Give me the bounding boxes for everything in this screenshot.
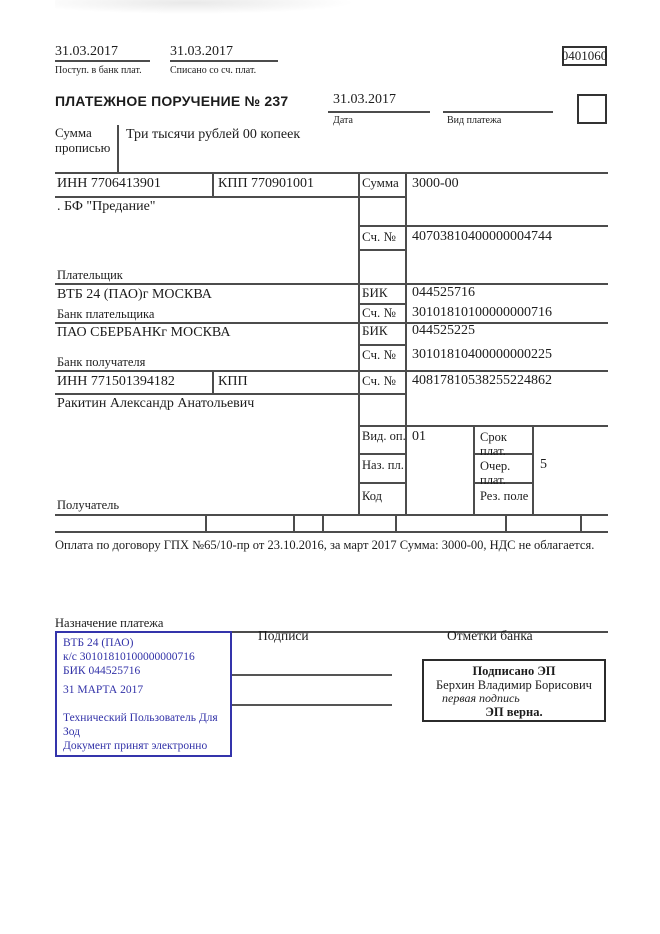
beneficiary-bank-name: ПАО СБЕРБАНКг МОСКВА bbox=[57, 325, 231, 340]
budget-strip-tick bbox=[580, 514, 582, 531]
beneficiary-bank-bik-label: БИК bbox=[362, 323, 388, 338]
budget-strip-tick bbox=[395, 514, 397, 531]
bank-stamp bbox=[55, 631, 232, 757]
sum-value: 3000-00 bbox=[412, 176, 459, 191]
form-code-box bbox=[562, 46, 607, 66]
payer-label: Плательщик bbox=[57, 268, 123, 282]
payer-bank-name: ВТБ 24 (ПАО)г МОСКВА bbox=[57, 287, 212, 302]
budget-strip-bottom-line bbox=[55, 531, 608, 533]
payer-bank-bik-label: БИК bbox=[362, 285, 388, 300]
debited-label: Списано со сч. плат. bbox=[170, 65, 257, 76]
beneficiary-bank-section-line bbox=[55, 370, 608, 372]
op-row-line-1a bbox=[358, 453, 405, 455]
beneficiary-kpp-label: КПП bbox=[218, 374, 248, 389]
signer-name: Берхин Владимир Борисович bbox=[436, 678, 592, 692]
debited-date-underline bbox=[170, 60, 278, 62]
inn-kpp-divider bbox=[212, 172, 214, 196]
beneficiary-bank-label: Банк получателя bbox=[57, 355, 146, 369]
debited-date: 31.03.2017 bbox=[170, 44, 233, 59]
received-in-bank-label: Поступ. в банк плат. bbox=[55, 65, 142, 76]
beneficiary-label: Получатель bbox=[57, 498, 120, 512]
purpose-text: Оплата по договору ГПХ №65/10-пр от 23.10.2016, за март 2017 Сумма: 3000-00, НДС не облагается. bbox=[55, 538, 595, 552]
beneficiary-inn: ИНН 771501394182 bbox=[57, 374, 175, 389]
purpose-code-label: Наз. пл. bbox=[362, 458, 404, 472]
beneficiary-inn-kpp-divider bbox=[212, 370, 214, 393]
bank-marks-box bbox=[422, 659, 606, 722]
main-divider-right bbox=[405, 172, 407, 514]
signed-ep-title: Подписано ЭП bbox=[472, 664, 556, 678]
bank-marks-label: Отметки банка bbox=[447, 628, 533, 643]
bik-label-line-2 bbox=[358, 344, 405, 346]
sum-label: Сумма bbox=[362, 175, 399, 190]
electronic-type-box bbox=[577, 94, 607, 124]
payment-type-underline bbox=[443, 111, 553, 113]
payer-bank-bik: 044525716 bbox=[412, 285, 475, 300]
form-code: 0401060 bbox=[561, 48, 608, 63]
signature-line-2 bbox=[232, 704, 392, 706]
payer-bank-account: 30101810100000000716 bbox=[412, 305, 552, 320]
stamp-date: 31 МАРТА 2017 bbox=[63, 684, 144, 697]
payer-bank-account-label: Сч. № bbox=[362, 305, 396, 320]
op-grid-top-line bbox=[358, 425, 608, 427]
amount-words-value: Три тысячи рублей 00 копеек bbox=[126, 127, 301, 142]
budget-strip-tick bbox=[293, 514, 295, 531]
date-underline bbox=[328, 111, 430, 113]
op-grid-divider-1 bbox=[473, 425, 475, 514]
op-type-label: Вид. оп. bbox=[362, 429, 406, 443]
beneficiary-bank-bik: 044525225 bbox=[412, 323, 475, 338]
op-row-line-2a bbox=[358, 482, 405, 484]
signatures-label: Подписи bbox=[258, 628, 309, 643]
payer-bank-section-line bbox=[55, 322, 608, 324]
payer-kpp: КПП 770901001 bbox=[218, 176, 315, 191]
document-title: ПЛАТЕЖНОЕ ПОРУЧЕНИЕ № 237 bbox=[55, 93, 289, 109]
stamp-corr-account: к/с 30101810100000000716 bbox=[63, 651, 195, 664]
payer-name: . БФ "Предание" bbox=[57, 199, 156, 214]
op-type-value: 01 bbox=[412, 429, 426, 444]
sum-row-line bbox=[358, 225, 608, 227]
scan-artifact bbox=[55, 0, 355, 14]
payer-section-line bbox=[55, 283, 608, 285]
inn-row-line bbox=[55, 196, 405, 198]
stamp-bank-name: ВТБ 24 (ПАО) bbox=[63, 637, 134, 649]
stamp-accepted-note: Документ принят электронно bbox=[63, 740, 208, 753]
account-label-line bbox=[358, 249, 405, 251]
signature-line-1 bbox=[232, 674, 392, 676]
table-top-line bbox=[55, 172, 608, 174]
payment-type-label: Вид платежа bbox=[447, 115, 502, 126]
purpose-label: Назначение платежа bbox=[55, 616, 164, 630]
priority-label: Очер. плат. bbox=[480, 459, 511, 488]
ep-verified: ЭП верна. bbox=[485, 705, 543, 720]
stamp-operator: Технический Пользователь Для Зод bbox=[63, 712, 218, 739]
payer-inn: ИНН 7706413901 bbox=[57, 176, 161, 191]
beneficiary-bank-account: 30101810400000000225 bbox=[412, 347, 552, 362]
budget-strip-tick bbox=[322, 514, 324, 531]
beneficiary-account: 40817810538255224862 bbox=[412, 373, 552, 388]
stamp-spacer bbox=[63, 697, 224, 711]
budget-strip-tick bbox=[205, 514, 207, 531]
beneficiary-inn-row-line bbox=[55, 393, 405, 395]
code-label: Код bbox=[362, 489, 382, 503]
budget-strip-tick bbox=[505, 514, 507, 531]
received-in-bank-date: 31.03.2017 bbox=[55, 44, 118, 59]
amount-words-divider bbox=[117, 125, 119, 172]
beneficiary-name: Ракитин Александр Анатольевич bbox=[57, 396, 255, 411]
op-grid-divider-2 bbox=[532, 425, 534, 514]
signature-kind: первая подпись bbox=[442, 691, 520, 705]
payer-account: 40703810400000004744 bbox=[412, 229, 552, 244]
beneficiary-account-label: Сч. № bbox=[362, 373, 396, 388]
amount-words-label: Сумма прописью bbox=[55, 125, 111, 155]
table-bottom-line bbox=[55, 514, 608, 516]
date-label: Дата bbox=[333, 115, 353, 126]
beneficiary-bank-account-label: Сч. № bbox=[362, 347, 396, 362]
payer-account-label: Сч. № bbox=[362, 229, 396, 244]
reserve-field-label: Рез. поле bbox=[480, 489, 529, 503]
received-date-underline bbox=[55, 60, 150, 62]
priority-value: 5 bbox=[540, 457, 547, 472]
document-date: 31.03.2017 bbox=[333, 92, 396, 107]
main-divider-left bbox=[358, 172, 360, 514]
due-date-label: Срок плат. bbox=[480, 430, 507, 459]
payer-bank-label: Банк плательщика bbox=[57, 307, 155, 321]
stamp-bik: БИК 044525716 bbox=[63, 665, 141, 678]
